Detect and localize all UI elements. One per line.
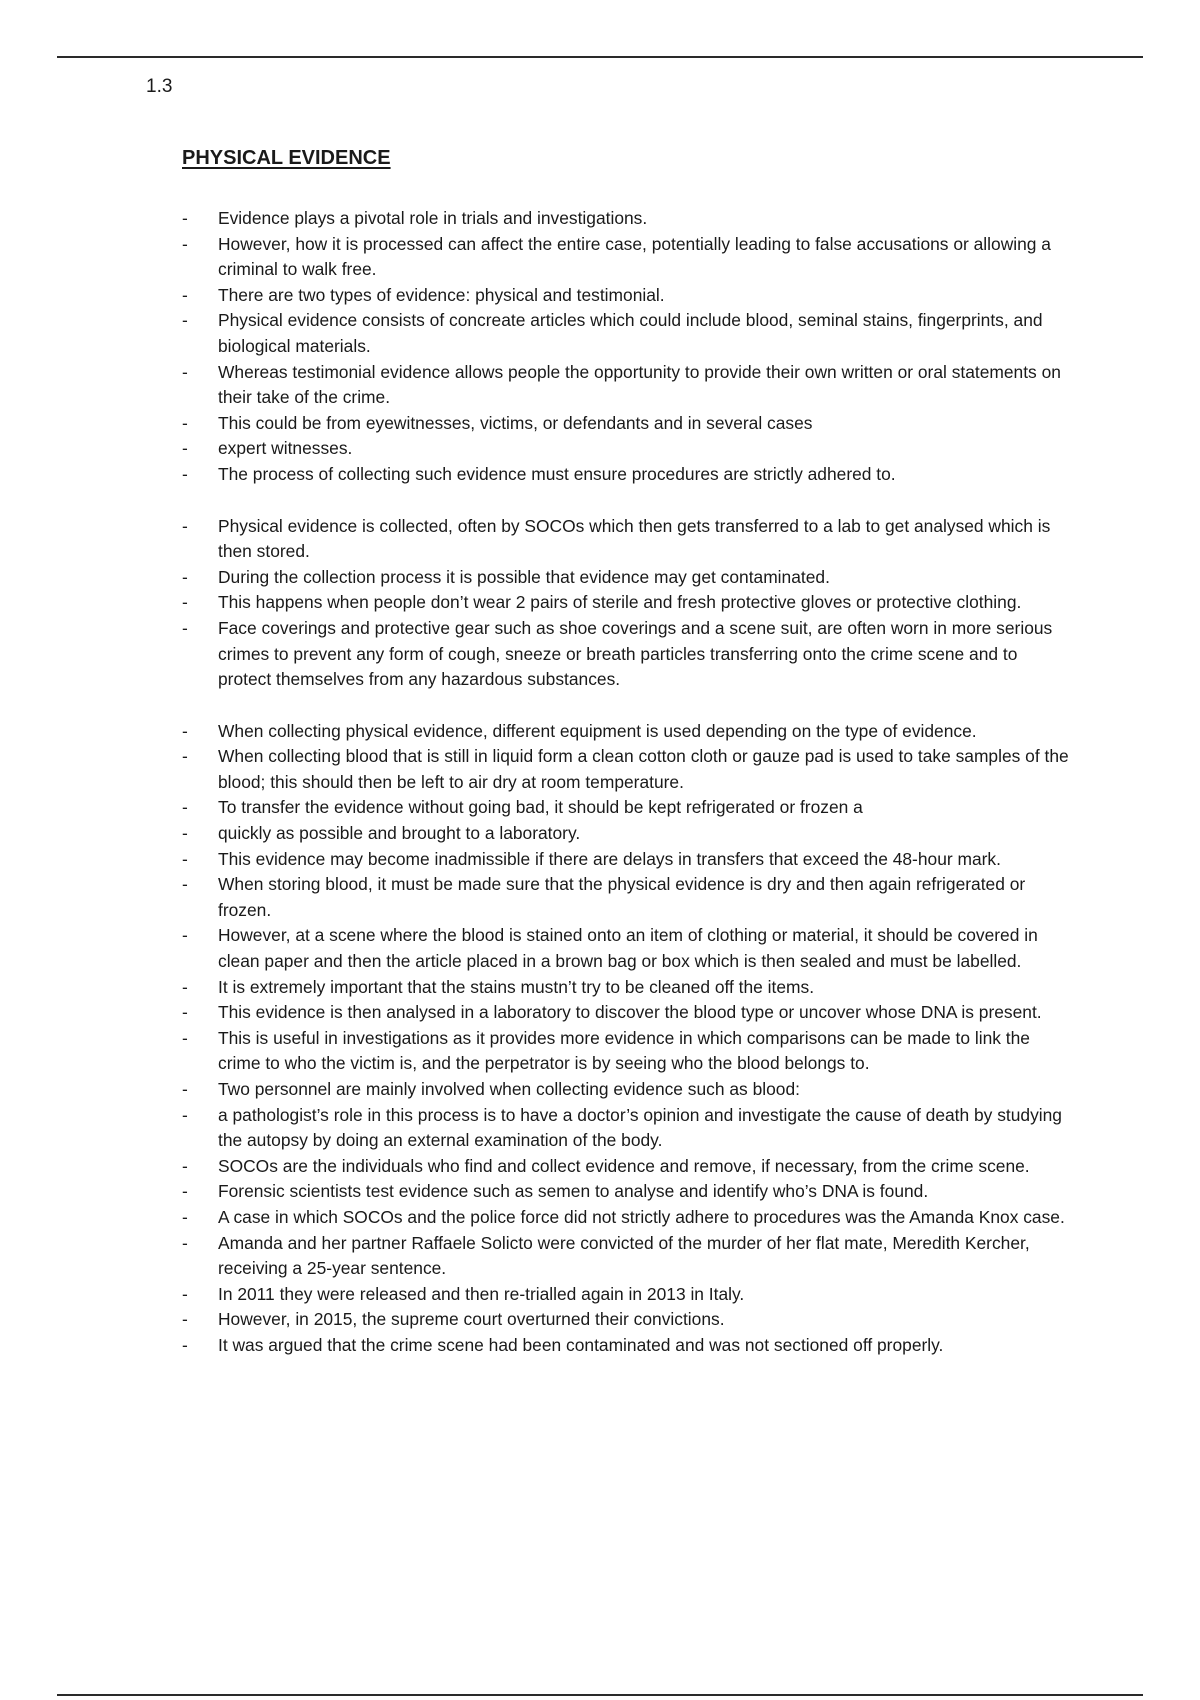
bullet-item: - However, in 2015, the supreme court overturned their convictions. (182, 1307, 1072, 1333)
bullet-item: - Amanda and her partner Raffaele Solicto were convicted of the murder of her flat mate, Meredith Kercher, receiving a 25-year sentence. (182, 1231, 1072, 1282)
bullet-item: - expert witnesses. (182, 436, 1072, 462)
bullet-item: - However, how it is processed can affect the entire case, potentially leading to false accusations or allowing a criminal to walk free. (182, 232, 1072, 283)
bullet-item: - Physical evidence consists of concreate articles which could include blood, seminal stains, fingerprints, and biological materials. (182, 308, 1072, 359)
bullet-item: - Face coverings and protective gear such as shoe coverings and a scene suit, are often worn in more serious crimes to prevent any form of cough, sneeze or breath particles transferring onto the crime scene and to protect themselves from any hazardous substances. (182, 616, 1072, 693)
bullet-item: - Evidence plays a pivotal role in trials and investigations. (182, 206, 1072, 232)
bullet-item: - It was argued that the crime scene had been contaminated and was not sectioned off properly. (182, 1333, 1072, 1359)
bullet-group-blood-evidence (182, 719, 1072, 1359)
bullet-item: - This evidence is then analysed in a laboratory to discover the blood type or uncover whose DNA is present. (182, 1000, 1072, 1026)
page-heading: PHYSICAL EVIDENCE (182, 147, 391, 169)
bullet-item: - This evidence may become inadmissible if there are delays in transfers that exceed the 48-hour mark. (182, 847, 1072, 873)
page-top-rule (57, 56, 1143, 58)
bullet-item: - However, at a scene where the blood is stained onto an item of clothing or material, it should be covered in clean paper and then the article placed in a brown bag or box which is then sealed and must be labelled. (182, 923, 1072, 974)
bullet-item: - This happens when people don’t wear 2 pairs of sterile and fresh protective gloves or protective clothing. (182, 590, 1072, 616)
bullet-item: - Forensic scientists test evidence such as semen to analyse and identify who’s DNA is found. (182, 1179, 1072, 1205)
page-bottom-rule (57, 1694, 1143, 1696)
bullet-item: - To transfer the evidence without going bad, it should be kept refrigerated or frozen a (182, 795, 1072, 821)
bullet-group-collection (182, 514, 1072, 693)
bullet-item: - quickly as possible and brought to a laboratory. (182, 821, 1072, 847)
bullet-group-intro (182, 206, 1072, 488)
bullet-item: - The process of collecting such evidence must ensure procedures are strictly adhered to. (182, 462, 1072, 488)
bullet-item: - This could be from eyewitnesses, victims, or defendants and in several cases (182, 411, 1072, 437)
bullet-item: - In 2011 they were released and then re-trialled again in 2013 in Italy. (182, 1282, 1072, 1308)
bullet-item: - Physical evidence is collected, often by SOCOs which then gets transferred to a lab to get analysed which is then stored. (182, 514, 1072, 565)
bullet-item: - SOCOs are the individuals who find and collect evidence and remove, if necessary, from the crime scene. (182, 1154, 1072, 1180)
bullet-item: - During the collection process it is possible that evidence may get contaminated. (182, 565, 1072, 591)
bullet-item: - Whereas testimonial evidence allows people the opportunity to provide their own written or oral statements on their take of the crime. (182, 360, 1072, 411)
bullet-item: - a pathologist’s role in this process is to have a doctor’s opinion and investigate the cause of death by studying the autopsy by doing an external examination of the body. (182, 1103, 1072, 1154)
section-number: 1.3 (146, 76, 173, 97)
bullet-item: - When collecting physical evidence, different equipment is used depending on the type of evidence. (182, 719, 1072, 745)
bullet-item: - A case in which SOCOs and the police force did not strictly adhere to procedures was the Amanda Knox case. (182, 1205, 1072, 1231)
document-body (182, 206, 1072, 1359)
bullet-item: - When collecting blood that is still in liquid form a clean cotton cloth or gauze pad is used to take samples of the blood; this should then be left to air dry at room temperature. (182, 744, 1072, 795)
bullet-item: - This is useful in investigations as it provides more evidence in which comparisons can be made to link the crime to who the victim is, and the perpetrator is by seeing who the blood belongs to. (182, 1026, 1072, 1077)
bullet-item: - There are two types of evidence: physical and testimonial. (182, 283, 1072, 309)
bullet-item: - It is extremely important that the stains mustn’t try to be cleaned off the items. (182, 975, 1072, 1001)
bullet-item: - When storing blood, it must be made sure that the physical evidence is dry and then again refrigerated or frozen. (182, 872, 1072, 923)
bullet-item: - Two personnel are mainly involved when collecting evidence such as blood: (182, 1077, 1072, 1103)
